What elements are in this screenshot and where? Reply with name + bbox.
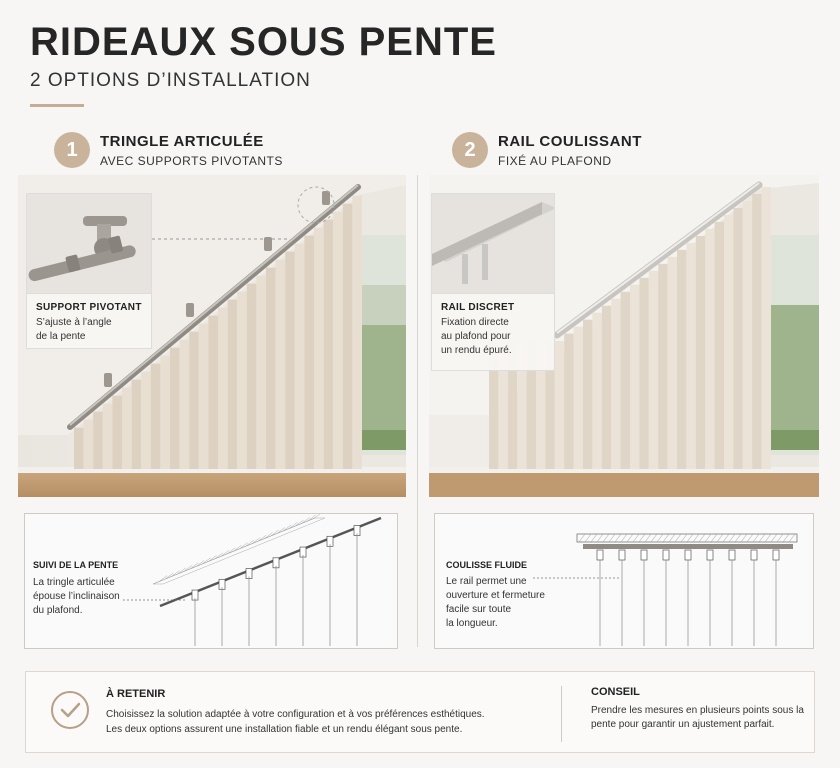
option-2-title: RAIL COULISSANT	[498, 132, 642, 150]
footer-text-1: Choisissez la solution adaptée à votre configuration et à vos préférences esthétiques.	[106, 709, 485, 720]
option-1-diagram	[24, 513, 398, 649]
option-1-callout-title: SUPPORT PIVOTANT	[36, 302, 142, 313]
option-1-callout-text-1: S’ajuste à l’angle	[36, 317, 112, 328]
tip-title: CONSEIL	[591, 686, 640, 698]
page-title: RIDEAUX SOUS PENTE	[30, 20, 497, 64]
footer-panel	[25, 671, 815, 753]
option-1-subtitle: AVEC SUPPORTS PIVOTANTS	[100, 153, 283, 168]
footer-text-2: Les deux options assurent une installation fiable et un rendu élégant sous pente.	[106, 724, 463, 735]
option-2-badge: 2	[452, 132, 488, 168]
option-2-callout-text-3: un rendu épuré.	[441, 345, 512, 356]
option-2-diagram-label: COULISSE FLUIDE	[446, 560, 528, 570]
column-divider	[417, 175, 418, 647]
tip-text: Prendre les mesures en plusieurs points sous la pente pour garantir un ajustement parfait.	[591, 705, 804, 730]
pivot-bracket-closeup	[27, 194, 151, 294]
footer-separator	[561, 686, 562, 742]
option-1-diagram-text-2: épouse l’inclinaison	[33, 591, 120, 602]
option-2-callout-text-2: au plafond pour	[441, 331, 511, 342]
option-2-diagram-text-3: facile sur toute	[446, 604, 512, 615]
option-1-photo	[18, 175, 406, 497]
option-2-diagram-text-2: ouverture et fermeture	[446, 590, 545, 601]
option-1-header	[54, 128, 283, 172]
option-1-diagram-text-1: La tringle articulée	[33, 577, 115, 588]
option-2-diagram	[434, 513, 814, 649]
option-2-diagram-text-1: Le rail permet une	[446, 576, 527, 587]
option-2-header	[452, 128, 642, 172]
option-1-callout-text-2: de la pente	[36, 331, 86, 342]
checkmark-circle-icon	[51, 691, 89, 729]
option-1-callout	[26, 193, 152, 349]
option-1-title: TRINGLE ARTICULÉE	[100, 132, 264, 150]
option-1-diagram-label: SUIVI DE LA PENTE	[33, 560, 119, 570]
option-2-callout-title: RAIL DISCRET	[441, 302, 515, 313]
option-2-callout	[431, 193, 555, 371]
option-2-photo	[429, 175, 819, 497]
footer-title: À RETENIR	[106, 688, 166, 700]
accent-divider	[30, 104, 84, 107]
page-subtitle: 2 OPTIONS D’INSTALLATION	[30, 70, 311, 91]
option-2-callout-text-1: Fixation directe	[441, 317, 509, 328]
option-1-diagram-text-3: du plafond.	[33, 605, 83, 616]
option-1-badge: 1	[54, 132, 90, 168]
option-2-subtitle: FIXÉ AU PLAFOND	[498, 153, 612, 168]
rail-closeup	[432, 194, 554, 294]
option-2-diagram-text-4: la longueur.	[446, 618, 498, 629]
